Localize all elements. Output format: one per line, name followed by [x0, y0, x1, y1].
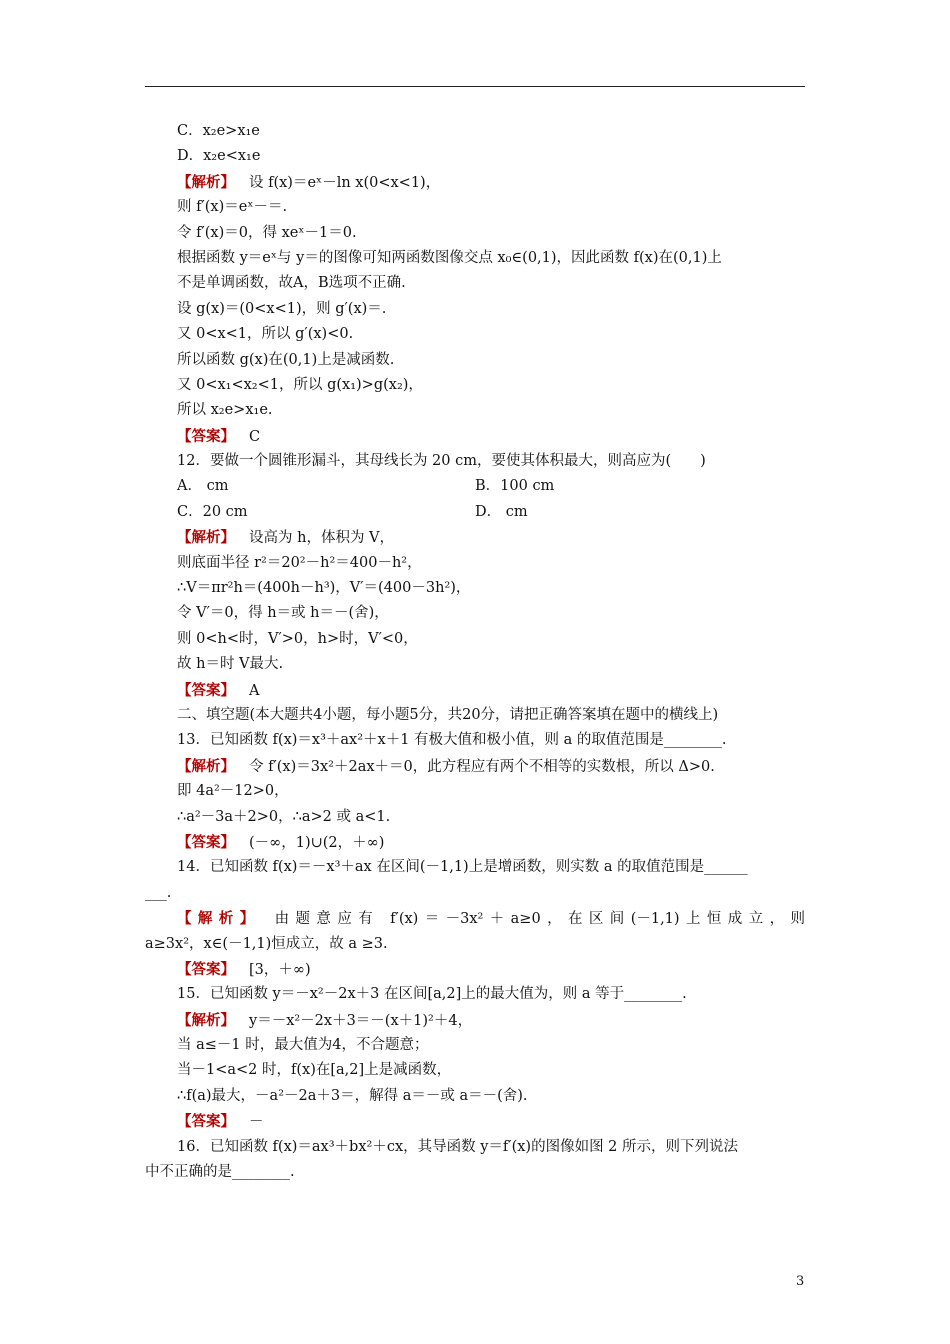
- section-tag: 【解析】: [177, 757, 235, 775]
- line-text: A． cm: [177, 478, 229, 495]
- text-line: [145, 271, 805, 296]
- text-line: [145, 678, 805, 703]
- text-line: [145, 500, 805, 525]
- line-text: 当 a≤－1 时，最大值为4，不合题意；: [177, 1037, 429, 1054]
- text-line: [145, 1033, 805, 1058]
- text-line: [145, 246, 805, 271]
- text-line: [145, 830, 805, 855]
- line-text: ∴f(a)最大，－a²－2a＋3＝，解得 a＝－或 a＝－(舍).: [177, 1087, 528, 1104]
- section-tag: 【答案】: [177, 833, 235, 851]
- text-line: [145, 932, 805, 957]
- line-text: 即 4a²－12>0，: [177, 783, 289, 800]
- line-text: 设高为 h，体积为 V，: [249, 530, 395, 547]
- text-line: [145, 474, 805, 499]
- line-text: 设 g(x)＝(0<x<1)，则 g′(x)＝.: [177, 300, 387, 317]
- text-line: [145, 144, 805, 169]
- section-tag: 【解析】: [177, 910, 261, 928]
- text-line: [145, 703, 805, 728]
- text-line: [145, 221, 805, 246]
- section-tag: 【答案】: [177, 1113, 235, 1131]
- line-text: 则 0<h<时，V′>0，h>时，V′<0，: [177, 630, 418, 647]
- line-text: 令 f′(x)＝3x²＋2ax＋＝0，此方程应有两个不相等的实数根，所以 Δ>0.: [249, 758, 715, 775]
- text-line: [145, 1058, 805, 1083]
- line-text: 13．已知函数 f(x)＝x³＋ax²＋x＋1 有极大值和极小值，则 a 的取值范围是________.: [177, 732, 727, 749]
- text-line: [145, 779, 805, 804]
- section-tag: 【答案】: [177, 960, 235, 978]
- line-text: 令 V′＝0，得 h＝或 h＝－(舍)，: [177, 605, 389, 622]
- text-line: [145, 805, 805, 830]
- line-text: ∴V＝πr²h＝(400h－h³)，V′＝(400－3h²)，: [177, 580, 471, 597]
- section-tag: 【解析】: [177, 529, 235, 547]
- document-body: [145, 119, 805, 1185]
- text-line: [145, 1008, 805, 1033]
- line-text: D．x₂e<x₁e: [177, 148, 261, 165]
- text-line: [145, 297, 805, 322]
- line-text: C: [249, 428, 261, 445]
- option-right: B．100 cm: [475, 478, 555, 495]
- line-text: 令 f′(x)＝0，得 xeˣ－1＝0.: [177, 224, 357, 241]
- text-line: [145, 398, 805, 423]
- line-text: 则底面半径 r²＝20²－h²＝400－h²，: [177, 554, 422, 571]
- line-text: ___.: [145, 884, 172, 901]
- text-line: [145, 855, 805, 880]
- line-text: 根据函数 y＝eˣ与 y＝的图像可知两函数图像交点 x₀∈(0,1)，因此函数 f(x)在(0,1)上: [177, 249, 722, 266]
- text-line: [145, 449, 805, 474]
- line-text: 当－1<a<2 时，f(x)在[a,2]上是减函数，: [177, 1062, 452, 1079]
- text-line: [145, 373, 805, 398]
- line-text: 15．已知函数 y＝－x²－2x＋3 在区间[a,2]上的最大值为，则 a 等于________.: [177, 986, 687, 1003]
- line-text: 中不正确的是________.: [145, 1164, 295, 1181]
- line-text: 由题意应有 f′(x)＝－3x²＋a≥0，在区间(－1,1)上恒成立，则: [274, 911, 805, 928]
- text-line: [145, 881, 805, 906]
- text-line: [145, 576, 805, 601]
- page-number: 3: [796, 1274, 805, 1289]
- text-line: [145, 119, 805, 144]
- text-line: [145, 1135, 805, 1160]
- line-text: －: [249, 1114, 264, 1131]
- text-line: [145, 195, 805, 220]
- line-text: 又 0<x₁<x₂<1，所以 g(x₁)>g(x₂)，: [177, 376, 423, 393]
- text-line: [145, 424, 805, 449]
- text-line: [145, 957, 805, 982]
- text-line: [145, 525, 805, 550]
- text-line: [145, 982, 805, 1007]
- line-text: ∴a²－3a＋2>0，∴a>2 或 a<1.: [177, 808, 391, 825]
- line-text: 又 0<x<1，所以 g′(x)<0.: [177, 326, 354, 343]
- header-rule: [145, 86, 805, 87]
- text-line: [145, 906, 805, 931]
- text-line: [145, 1084, 805, 1109]
- line-text: y＝－x²－2x＋3＝－(x＋1)²＋4，: [249, 1012, 473, 1029]
- section-tag: 【答案】: [177, 681, 235, 699]
- option-right: D． cm: [475, 503, 528, 520]
- section-tag: 【解析】: [177, 1011, 235, 1029]
- line-text: a≥3x²，x∈(－1,1)恒成立，故 a ≥3.: [145, 935, 388, 952]
- text-line: [145, 601, 805, 626]
- section-tag: 【答案】: [177, 427, 235, 445]
- text-line: [145, 627, 805, 652]
- line-text: 所以函数 g(x)在(0,1)上是减函数.: [177, 351, 395, 368]
- text-line: [145, 652, 805, 677]
- text-line: [145, 322, 805, 347]
- line-text: [3，＋∞): [249, 961, 311, 978]
- line-text: 16．已知函数 f(x)＝ax³＋bx²＋cx，其导函数 y＝f′(x)的图像如图 2 所示，则下列说法: [177, 1138, 739, 1155]
- text-line: [145, 551, 805, 576]
- line-text: C．20 cm: [177, 503, 248, 520]
- line-text: (－∞，1)∪(2，＋∞): [249, 834, 385, 851]
- line-text: 则 f′(x)＝eˣ－＝.: [177, 199, 288, 216]
- line-text: 设 f(x)＝eˣ－ln x(0<x<1)，: [249, 174, 441, 191]
- line-text: 所以 x₂e>x₁e.: [177, 402, 273, 419]
- text-line: [145, 754, 805, 779]
- line-text: A: [249, 682, 260, 699]
- line-text: C．x₂e>x₁e: [177, 123, 260, 139]
- line-text: 二、填空题(本大题共4小题，每小题5分，共20分，请把正确答案填在题中的横线上): [177, 706, 719, 723]
- text-line: [145, 1109, 805, 1134]
- text-line: [145, 170, 805, 195]
- section-tag: 【解析】: [177, 173, 235, 191]
- text-line: [145, 348, 805, 373]
- line-text: 不是单调函数，故A，B选项不正确.: [177, 275, 406, 292]
- line-text: 14．已知函数 f(x)＝－x³＋ax 在区间(－1,1)上是增函数，则实数 a 的取值范围是______: [177, 859, 748, 876]
- line-text: 故 h＝时 V最大.: [177, 656, 284, 673]
- text-line: [145, 728, 805, 753]
- text-line: [145, 1160, 805, 1185]
- line-text: 12．要做一个圆锥形漏斗，其母线长为 20 cm，要使其体积最大，则高应为( ): [177, 453, 706, 470]
